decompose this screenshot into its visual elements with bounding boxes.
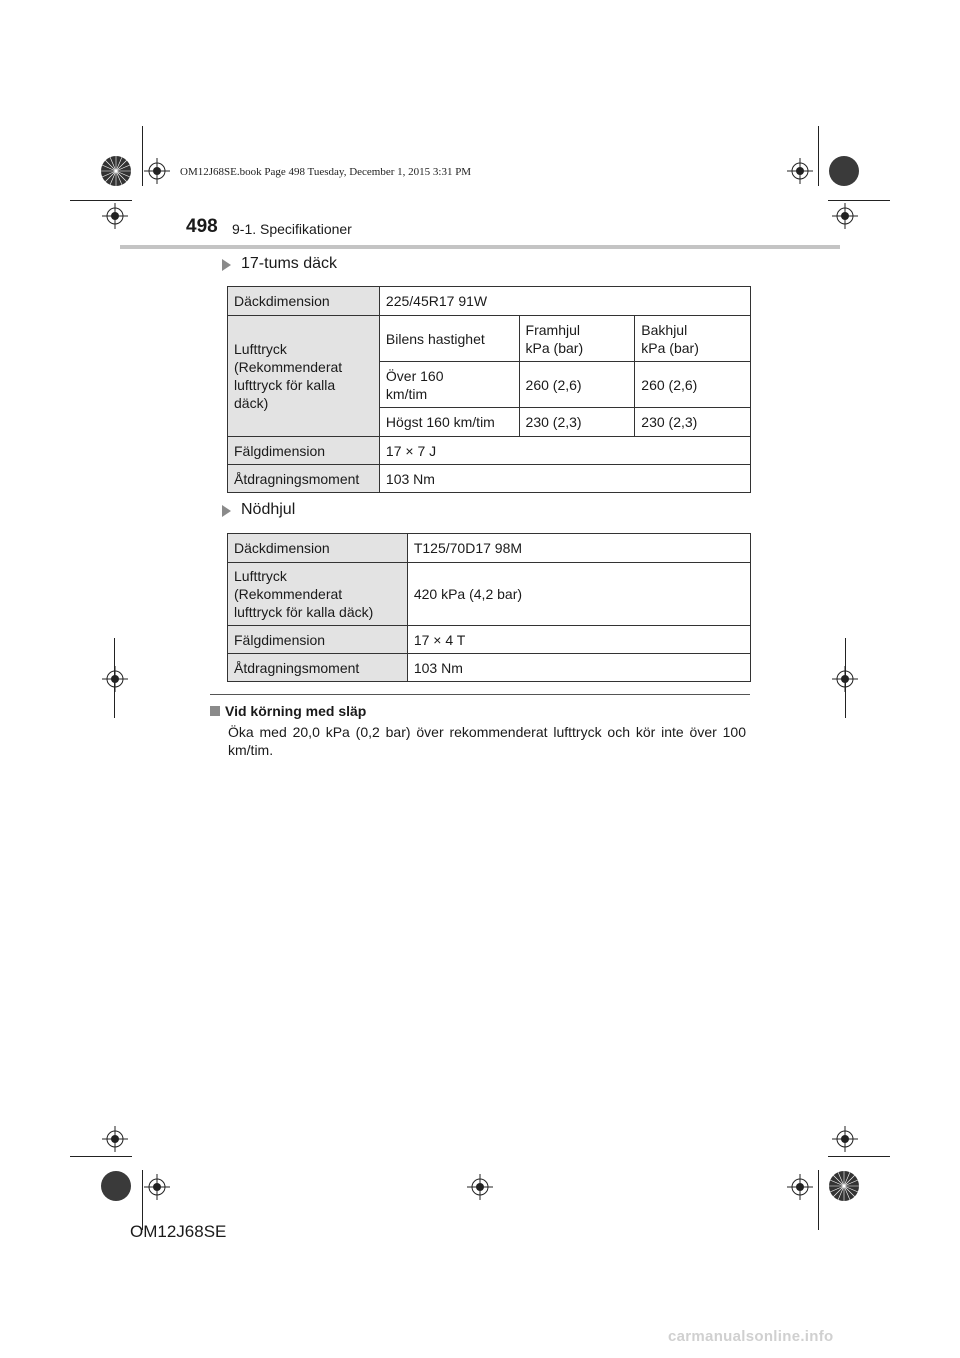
crosshair-icon — [832, 1126, 858, 1152]
crosshair-icon — [144, 1174, 170, 1200]
table-cell: Bakhjul kPa (bar) — [635, 316, 751, 362]
table-row — [228, 534, 751, 563]
table-cell: 260 (2,6) — [635, 362, 751, 408]
table-cell: Framhjul kPa (bar) — [519, 316, 635, 362]
crop-line — [70, 1156, 132, 1157]
crosshair-icon — [102, 203, 128, 229]
crop-line — [70, 200, 132, 201]
registration-starburst-icon — [828, 1170, 860, 1202]
book-info: OM12J68SE.book Page 498 Tuesday, December 1, 2015 3:31 PM — [180, 166, 472, 178]
section-heading — [222, 255, 337, 273]
note-title: Vid körning med släp — [225, 703, 367, 719]
watermark: carmanualsonline.info — [668, 1328, 834, 1345]
table-cell-label: Fälgdimension — [228, 626, 408, 654]
registration-dot-icon — [828, 155, 860, 187]
table-cell: 103 Nm — [407, 654, 750, 682]
table-cell: 103 Nm — [379, 465, 750, 493]
crosshair-icon — [832, 203, 858, 229]
crosshair-icon — [144, 158, 170, 184]
page-number: 498 — [186, 216, 218, 237]
table-cell-label: Åtdragningsmoment — [228, 465, 380, 493]
table-cell: Bilens hastighet — [379, 316, 519, 362]
crosshair-icon — [102, 1126, 128, 1152]
table-cell: 420 kPa (4,2 bar) — [407, 563, 750, 626]
square-bullet-icon — [210, 706, 220, 716]
registration-dot-icon — [100, 1170, 132, 1202]
crosshair-icon — [467, 1174, 493, 1200]
crop-line — [818, 1170, 819, 1230]
table-row — [228, 437, 751, 465]
crop-line — [142, 1170, 143, 1230]
table-row — [228, 287, 751, 316]
table-row — [228, 654, 751, 682]
crop-line — [828, 1156, 890, 1157]
table-row — [228, 563, 751, 626]
table-cell: Högst 160 km/tim — [379, 408, 519, 437]
note-heading — [210, 703, 366, 719]
table-cell-label: Åtdragningsmoment — [228, 654, 408, 682]
table-cell-label: Däckdimension — [228, 534, 408, 563]
section-title: 17-tums däck — [241, 255, 338, 272]
table-cell: T125/70D17 98M — [407, 534, 750, 563]
section-heading — [222, 501, 295, 519]
crosshair-icon — [102, 666, 128, 692]
crop-line — [845, 638, 846, 718]
table-row — [228, 465, 751, 493]
crosshair-icon — [787, 158, 813, 184]
crosshair-icon — [787, 1174, 813, 1200]
spare-tire-spec-table — [227, 533, 751, 682]
crop-line — [114, 638, 115, 718]
table-cell: 260 (2,6) — [519, 362, 635, 408]
tire-spec-table — [227, 286, 751, 493]
note-body: Öka med 20,0 kPa (0,2 bar) över rekommenderat lufttryck och kör inte över 100 km/tim. — [228, 724, 746, 758]
section-title: Nödhjul — [241, 501, 296, 518]
table-cell-label: Lufttryck (Rekommenderat lufttryck för kalla däck) — [228, 316, 380, 437]
crop-line — [818, 126, 819, 186]
manual-code: OM12J68SE — [130, 1222, 227, 1241]
table-row — [228, 626, 751, 654]
table-cell: 230 (2,3) — [635, 408, 751, 437]
table-cell: 225/45R17 91W — [379, 287, 750, 316]
registration-starburst-icon — [100, 155, 132, 187]
table-cell: 17 × 7 J — [379, 437, 750, 465]
table-cell-label: Fälgdimension — [228, 437, 380, 465]
table-cell: 17 × 4 T — [407, 626, 750, 654]
table-cell: 230 (2,3) — [519, 408, 635, 437]
section-rule — [210, 694, 750, 695]
table-cell-label: Lufttryck (Rekommenderat lufttryck för kalla däck) — [228, 563, 408, 626]
crop-line — [142, 126, 143, 186]
crop-line — [828, 200, 890, 201]
table-cell: Över 160 km/tim — [379, 362, 519, 408]
chapter-title: 9-1. Specifikationer — [232, 221, 352, 237]
header-rule — [120, 245, 840, 249]
triangle-bullet-icon — [222, 505, 231, 517]
table-cell-label: Däckdimension — [228, 287, 380, 316]
triangle-bullet-icon — [222, 259, 231, 271]
table-row — [228, 316, 751, 362]
